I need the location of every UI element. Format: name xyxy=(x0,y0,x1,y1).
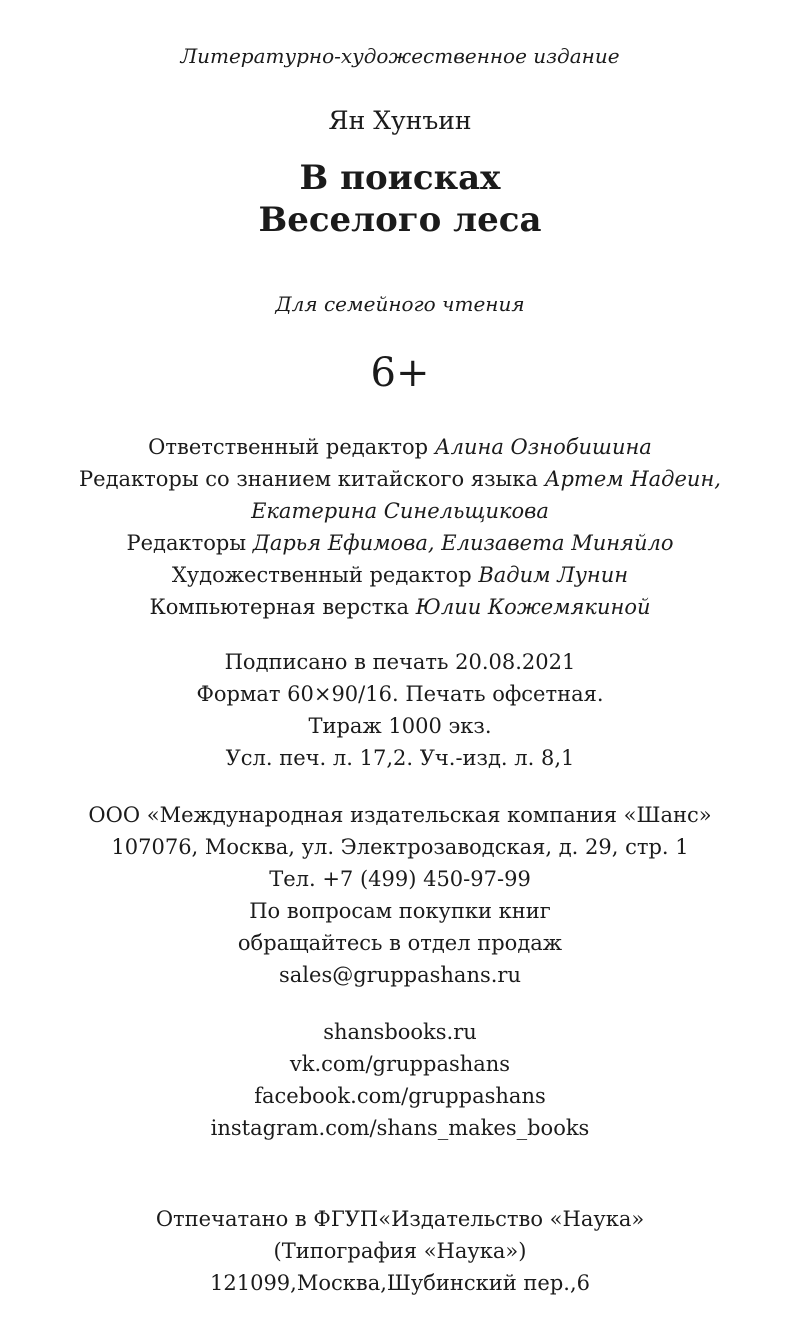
credit-role: Ответственный редактор xyxy=(148,435,429,459)
vk-link: vk.com/gruppashans xyxy=(289,1052,511,1076)
credit-line xyxy=(0,435,800,459)
print-info-line: Формат 60×90/16. Печать офсетная. xyxy=(196,682,604,706)
author-name: Ян Хунъин xyxy=(328,106,472,135)
book-title-line-2: Веселого леса xyxy=(258,200,542,240)
credit-names: Екатерина Синельщикова xyxy=(251,499,549,523)
credit-names: Дарья Ефимова, Елизавета Миняйло xyxy=(252,531,674,555)
print-info-line: Тираж 1000 экз. xyxy=(308,714,492,738)
credit-names: Юлии Кожемякиной xyxy=(415,595,651,619)
credit-role: Компьютерная верстка xyxy=(149,595,410,619)
genre-label: Литературно-художественное издание xyxy=(180,44,620,68)
credit-line xyxy=(0,499,800,523)
credit-line xyxy=(0,563,800,587)
credit-line xyxy=(0,531,800,555)
website-link: shansbooks.ru xyxy=(323,1020,477,1044)
credit-line xyxy=(0,467,800,491)
publisher-line: По вопросам покупки книг xyxy=(249,899,551,923)
credit-names: Вадим Лунин xyxy=(478,563,629,587)
credit-role: Редакторы со знанием китайского языка xyxy=(79,467,538,491)
print-info-line: Подписано в печать 20.08.2021 xyxy=(224,650,576,674)
print-info-line: Усл. печ. л. 17,2. Уч.-изд. л. 8,1 xyxy=(225,746,575,770)
printer-line: Отпечатано в ФГУП«Издательство «Наука» xyxy=(155,1207,645,1231)
sales-email: sales@gruppashans.ru xyxy=(279,963,521,987)
printer-address: 121099,Москва,Шубинский пер.,6 xyxy=(210,1271,590,1295)
book-title-line-1: В поисках xyxy=(299,158,501,198)
age-rating: 6+ xyxy=(370,350,430,396)
instagram-link: instagram.com/shans_makes_books xyxy=(210,1116,590,1140)
publisher-line: обращайтесь в отдел продаж xyxy=(237,931,563,955)
credit-names: Алина Ознобишина xyxy=(434,435,652,459)
credit-line xyxy=(0,595,800,619)
credit-role: Художественный редактор xyxy=(171,563,472,587)
credit-names: Артем Надеин, xyxy=(544,467,721,491)
credit-role: Редакторы xyxy=(126,531,247,555)
publisher-phone: Тел. +7 (499) 450-97-99 xyxy=(269,867,531,891)
facebook-link: facebook.com/gruppashans xyxy=(254,1084,546,1108)
audience-label: Для семейного чтения xyxy=(275,292,525,316)
publisher-address: 107076, Москва, ул. Электрозаводская, д. 29, стр. 1 xyxy=(111,835,689,859)
printer-line: (Типография «Наука») xyxy=(273,1239,527,1263)
publisher-line: ООО «Международная издательская компания «Шанс» xyxy=(88,803,712,827)
